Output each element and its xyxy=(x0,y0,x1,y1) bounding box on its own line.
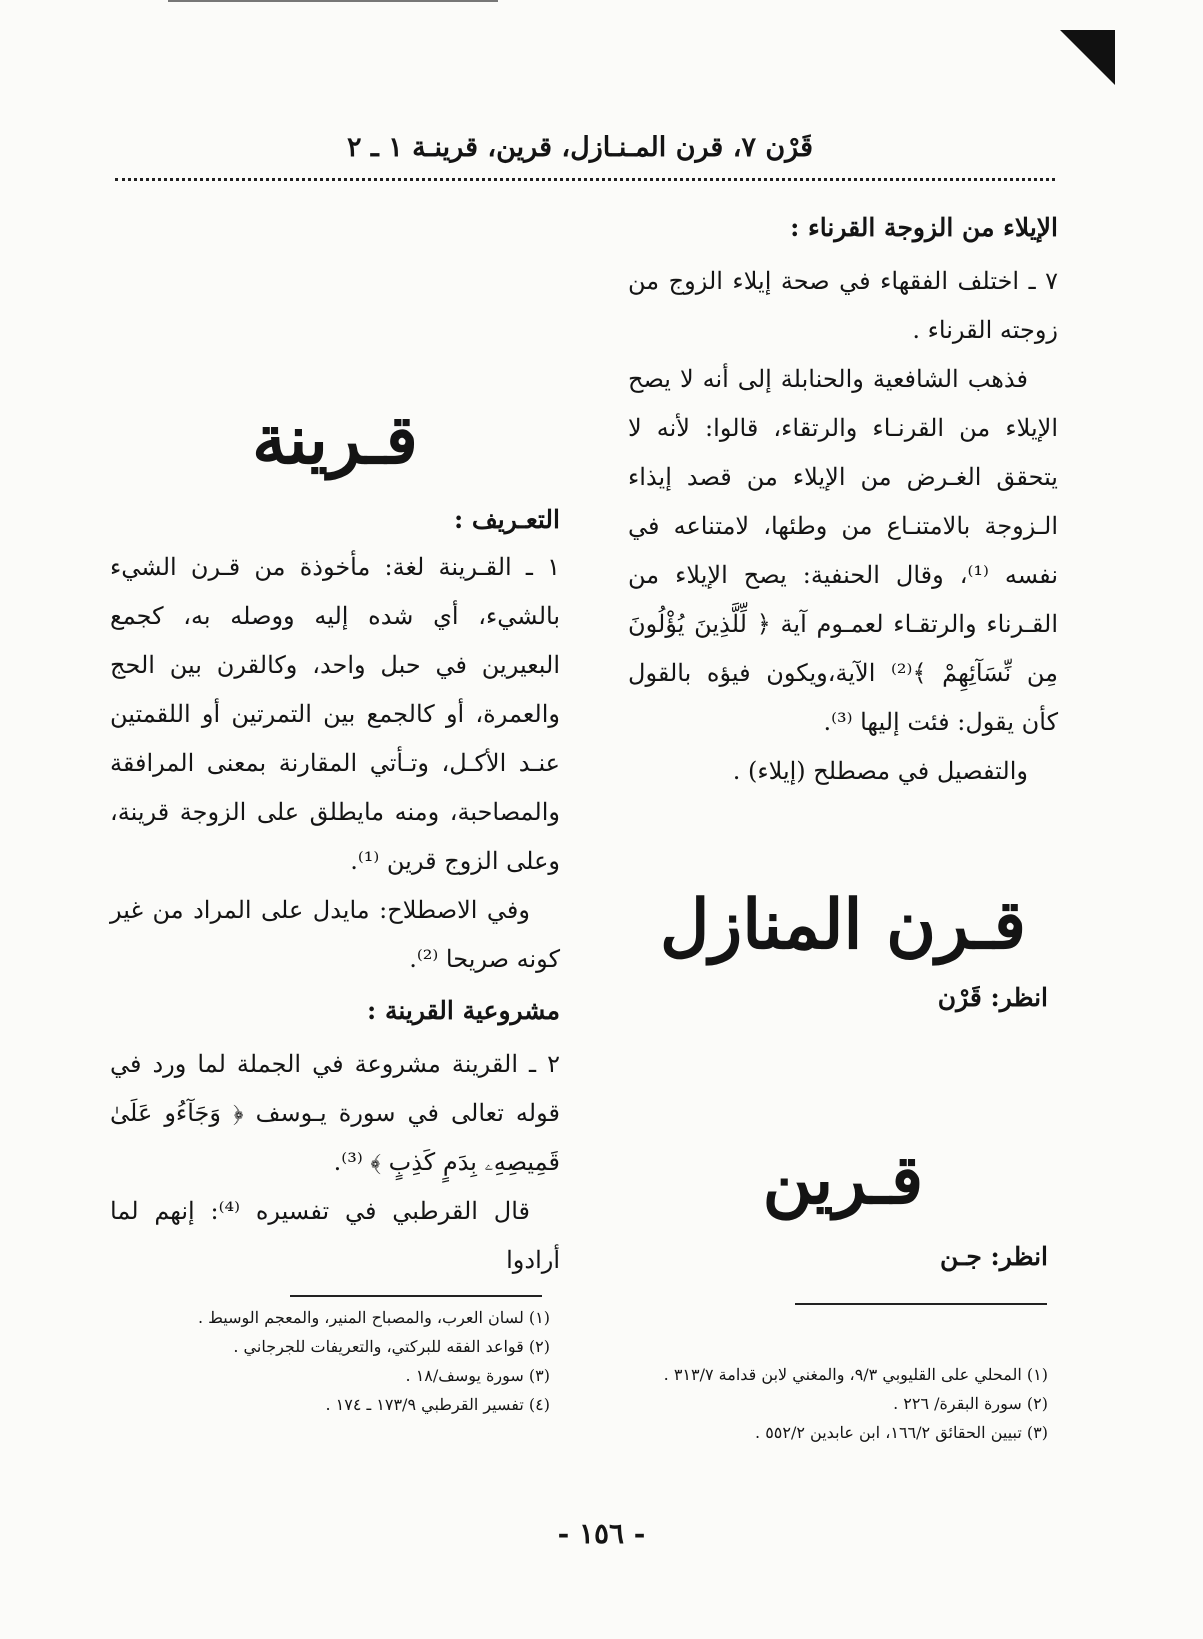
footnote-rule-left xyxy=(290,1295,542,1297)
paragraph-schools-opinion: فذهب الشافعية والحنابلة إلى أنه لا يصح الإيلاء من القرنـاء والرتقاء، قالوا: لأنه لا يتحقق الغـرض من الإيلاء من قصد إيذاء الـزوجة بالامتنـاع من وطئها، لامتناعه في نفسه ⁽¹⁾، وقال الحنفية: يصح الإيلاء من القـرناء والرتقـاء لعمـوم آية ﴿ لِّلَّذِينَ يُؤْلُونَ مِن نِّسَآئِهِمْ ﴾⁽²⁾ الآية،ويكون فيؤه بالقول كأن يقول: فئت إليها ⁽³⁾. xyxy=(628,365,1058,736)
right-column-top xyxy=(628,205,1058,796)
see-reference-qarn: انظر: قَرْن xyxy=(937,983,1048,1012)
footnote-item: (٢) سورة البقرة/ ٢٢٦ . xyxy=(893,1394,1048,1413)
footnote-item: (٤) تفسير القرطبي ١٧٣/٩ ـ ١٧٤ . xyxy=(325,1395,550,1414)
paragraph-legitimacy: ٢ ـ القرينة مشروعة في الجملة لما ورد في قوله تعالى في سورة يـوسف ﴿ وَجَآءُو عَلَىٰ قَمِيصِهِۦ بِدَمٍ كَذِبٍ ﴾ ⁽³⁾. xyxy=(110,1050,560,1176)
corner-triangle-mark xyxy=(1060,30,1115,85)
page-number: - ١٥٦ - xyxy=(557,1517,646,1550)
paragraph-detail-ref: والتفصيل في مصطلح (إيلاء) . xyxy=(732,757,1028,785)
see-reference-jinn: انظر: جـن xyxy=(940,1242,1048,1271)
footnote-item: (٣) تبيين الحقائق ١٦٦/٢، ابن عابدين ٥٥٢/٢ . xyxy=(755,1423,1048,1442)
running-header: قَرْن ٧، قرن المـنـازل، قرين، قرينـة ١ ـ ٢ xyxy=(347,132,813,163)
footnote-item: (١) لسان العرب، والمصباح المنير، والمعجم الوسيط . xyxy=(197,1308,550,1327)
footnote-item: (١) المحلي على القليوبي ٩/٣، والمغني لابن قدامة ٣١٣/٧ . xyxy=(663,1365,1048,1384)
definition-heading: التعـريف : xyxy=(453,505,560,534)
paragraph-definition-technical: وفي الاصطلاح: مايدل على المراد من غير كونه صريحا ⁽²⁾. xyxy=(110,896,560,973)
entry-qarn-al-manazil xyxy=(628,880,1058,1018)
entry-title-qarn-al-manazil: قـرن المنازل xyxy=(660,885,1026,965)
paragraph-7: ٧ ـ اختلف الفقهاء في صحة إيلاء الزوج من زوجته القرناء . xyxy=(628,267,1058,344)
footnote-item: (٢) قواعد الفقه للبركتي، والتعريفات للجرجاني . xyxy=(233,1337,550,1356)
legitimacy-heading: مشروعية القرينة : xyxy=(367,996,560,1025)
entry-qarin xyxy=(628,1135,1058,1277)
entry-title-qarina: قـرينة xyxy=(252,400,418,480)
left-column xyxy=(110,395,560,1285)
paragraph-qurtubi: قال القرطبي في تفسيره ⁽⁴⁾: إنهم لما أرادوا xyxy=(110,1197,560,1274)
entry-title-qarin: قـرين xyxy=(762,1140,924,1220)
footnotes-left xyxy=(110,1303,550,1419)
top-edge-rule xyxy=(168,0,498,2)
header-dotted-rule xyxy=(115,178,1055,181)
paragraph-definition-lexical: ١ ـ القـرينة لغة: مأخوذة من قـرن الشيء بالشيء، أي شده إليه ووصله به، كجمع البعيرين في حبل واحد، وكالقرن بين الحج والعمرة، أو كالجمع بين التمرتين أو اللقمتين عنـد الأكـل، وتـأتي المقارنة بمعنى المرافقة والمصاحبة، ومنه مايطلق على الزوجة قرينة، وعلى الزوج قرين ⁽¹⁾. xyxy=(110,553,560,875)
footnote-item: (٣) سورة يوسف/١٨ . xyxy=(405,1366,550,1385)
footnotes-right xyxy=(608,1360,1048,1447)
section-heading-ila: الإيلاء من الزوجة القرناء : xyxy=(790,213,1058,242)
footnote-rule-right xyxy=(795,1303,1047,1305)
